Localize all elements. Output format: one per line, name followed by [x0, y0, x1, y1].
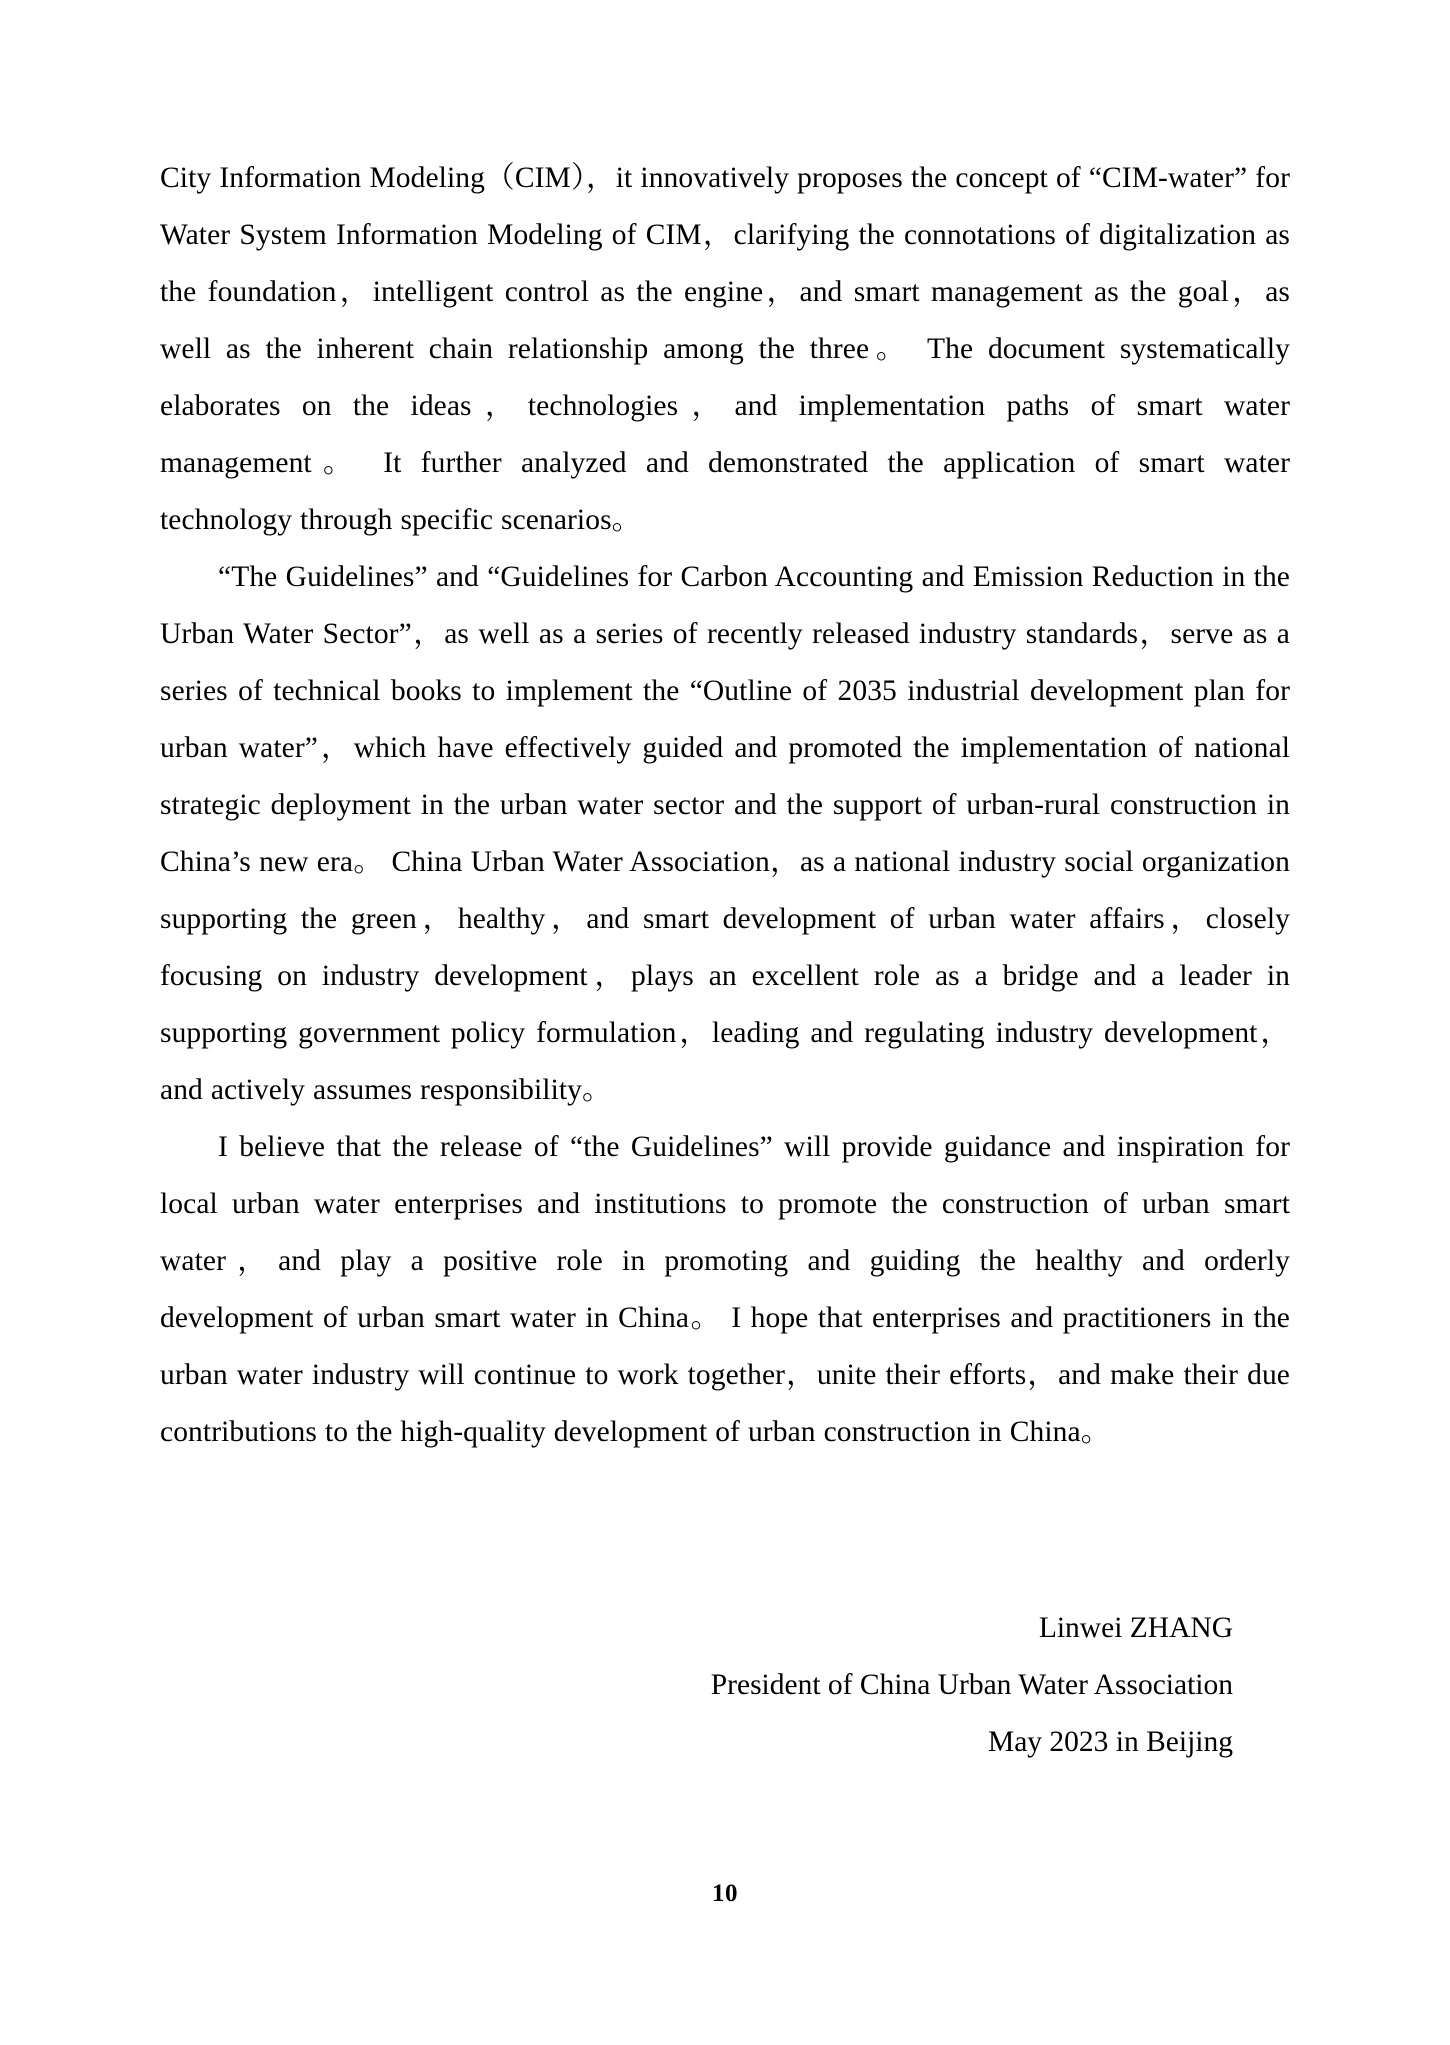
signature-title: President of China Urban Water Association	[710, 1669, 1233, 1701]
paragraph-guidelines: “The Guidelines” and “Guidelines for Carbon Accounting and Emission Reduction in the Urban Water Sector”，as well as a series of recently released industry standards，serve as a series of technical books to implement the “Outline of 2035 industrial development plan for urban water”，which have effectively guided and promoted the implementation of national strategic deployment in the urban water sector and the support of urban-rural construction in China’s new era。 China Urban Water Association，as a national industry social organization supporting the green，healthy，and smart development of urban water affairs，closely focusing on industry development，plays an excellent role as a bridge and a leader in supporting government policy formulation，leading and regulating industry development，and actively assumes responsibility。	[160, 561, 1290, 1106]
page-number: 10	[712, 1880, 738, 1907]
signature-block	[160, 1600, 1290, 1771]
document-body	[160, 150, 1290, 1461]
paragraph-belief: I believe that the release of “the Guidelines” will provide guidance and inspiration for local urban water enterprises and institutions to promote the construction of urban smart water，and play a positive role in promoting and guiding the healthy and orderly development of urban smart water in China。 I hope that enterprises and practitioners in the urban water industry will continue to work together，unite their efforts，and make their due contributions to the high-quality development of urban construction in China。	[160, 1131, 1290, 1448]
signature-date-place: May 2023 in Beijing	[987, 1726, 1233, 1758]
signature-name: Linwei ZHANG	[1038, 1612, 1233, 1644]
paragraph-cim-water: City Information Modeling（CIM），it innovatively proposes the concept of “CIM-water” for Water System Information Modeling of CIM，clarifying the connotations of digitalization as the foundation，intelligent control as the engine，and smart management as the goal，as well as the inherent chain relationship among the three。 The document systematically elaborates on the ideas，technologies，and implementation paths of smart water management。 It further analyzed and demonstrated the application of smart water technology through specific scenarios。	[160, 162, 1290, 536]
